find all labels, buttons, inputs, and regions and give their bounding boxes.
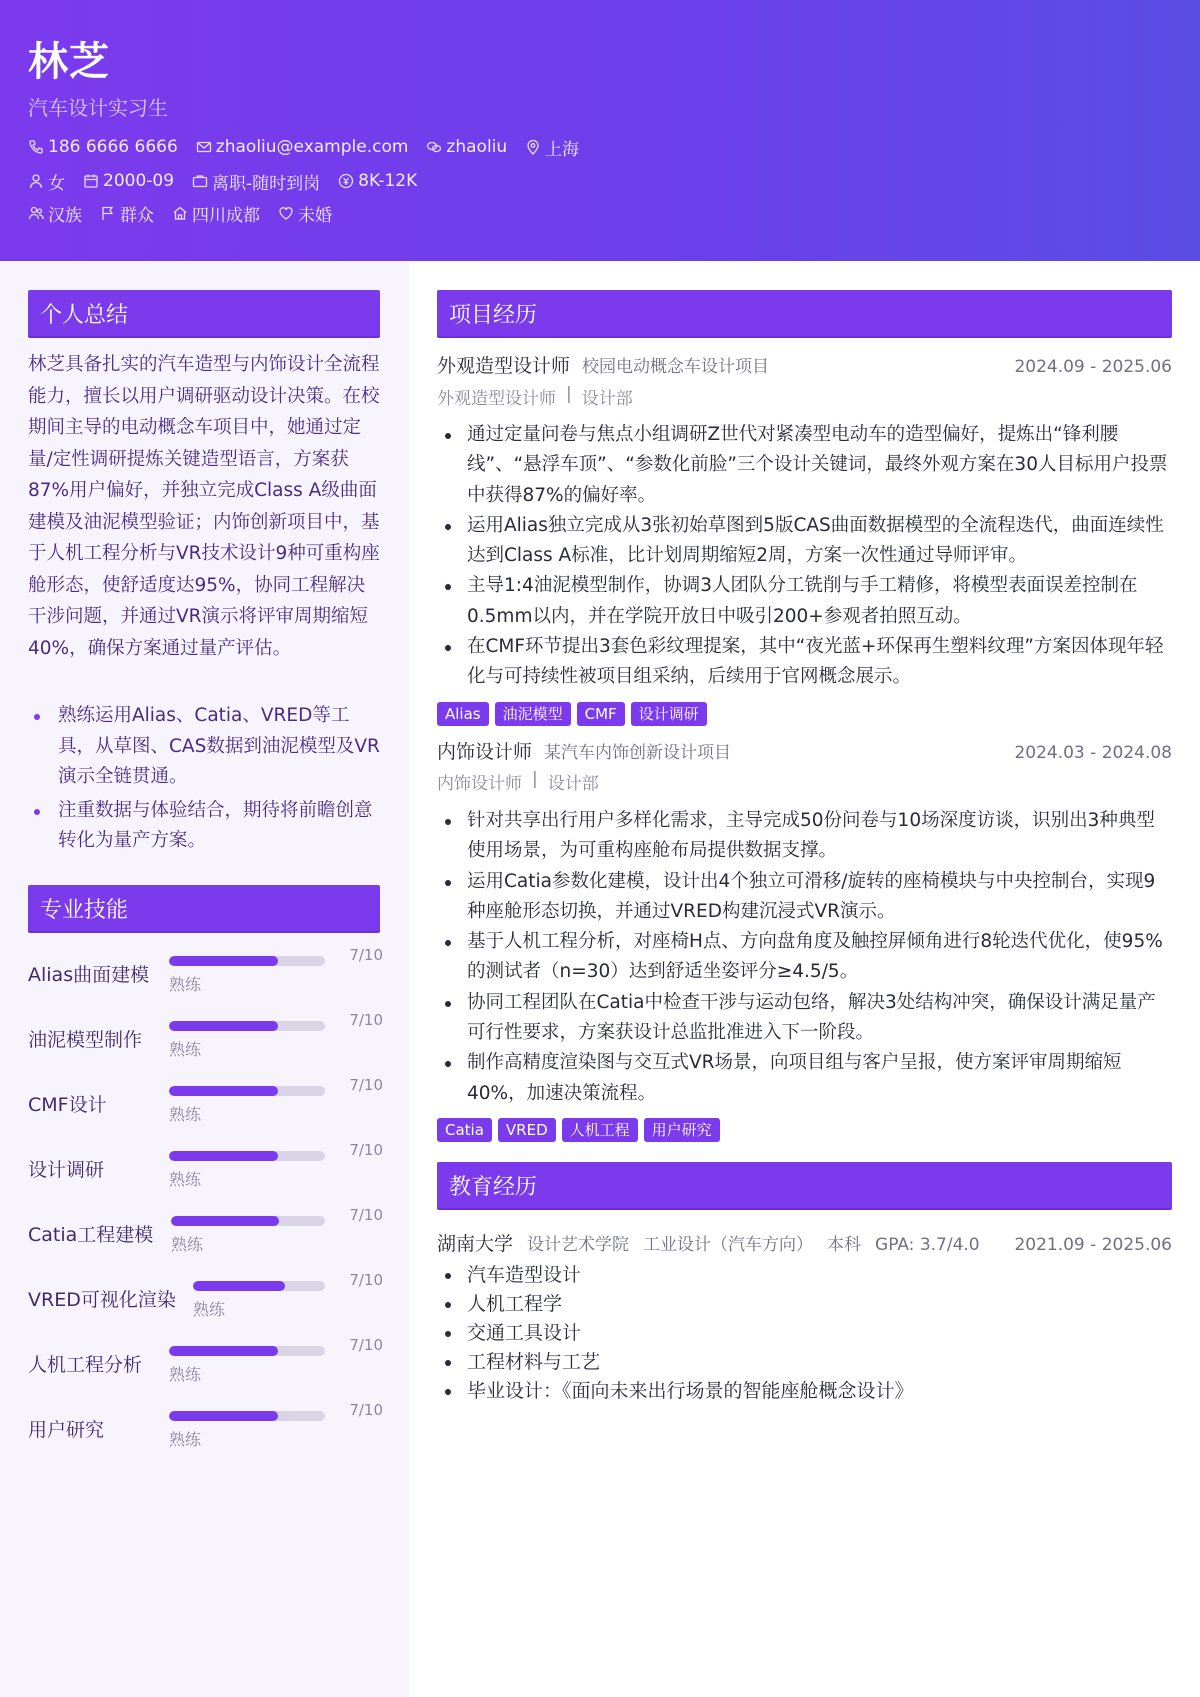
status-item xyxy=(192,169,320,194)
wechat-icon xyxy=(426,139,442,155)
email-item xyxy=(196,137,409,157)
briefcase-icon xyxy=(192,173,208,189)
background-row xyxy=(28,200,332,226)
skill-progress-fill xyxy=(169,1021,278,1031)
heart-icon xyxy=(278,205,294,221)
summary-text: 林芝具备扎实的汽车造型与内饰设计全流程能力，擅长以用户调研驱动设计决策。在校期间主导的电动概念车项目中，她通过定量/定性调研提炼关键造型语言，方案获87%用户偏好，并独立完成Class A级曲面建模及油泥模型验证；内饰创新项目中，基于人机工程分析与VR技术设计9种可重构座舱形态，使舒适度达95%，协同工程解决干涉问题，并通过VR演示将评审周期缩短40%，确保方案通过量产评估。 xyxy=(28,354,380,659)
skill-level: 熟练 xyxy=(169,975,202,994)
contact-row xyxy=(28,134,579,160)
gender-text: 女 xyxy=(48,173,65,194)
course-item: 工程材料与工艺 xyxy=(437,1348,1172,1377)
skill-name: 用户研究 xyxy=(28,1419,105,1441)
project-meta-role: 外观造型设计师 xyxy=(437,389,556,409)
skill-name: Alias曲面建模 xyxy=(28,964,150,986)
mail-icon xyxy=(196,139,212,155)
project-bullet: 通过定量问卷与焦点小组调研Z世代对紧凑型电动车的造型偏好，提炼出“锋利腰线”、“悬浮车顶”、“参数化前脸”三个设计关键词，最终外观方案在30人目标用户投票中获得87%的偏好率。 xyxy=(437,420,1172,511)
flag-icon xyxy=(100,205,116,221)
skill-progress-fill xyxy=(169,1086,278,1096)
course-item: 汽车造型设计 xyxy=(437,1261,1172,1290)
project-meta-dept: 设计部 xyxy=(547,774,599,794)
project-name: 某汽车内饰创新设计项目 xyxy=(544,743,732,763)
skill-level: 熟练 xyxy=(171,1235,204,1254)
major-name: 工业设计（汽车方向） xyxy=(643,1235,814,1255)
hometown-item xyxy=(172,201,260,226)
skill-level: 熟练 xyxy=(193,1300,226,1319)
ethnicity-text: 汉族 xyxy=(48,205,82,226)
skill-progress-bar xyxy=(169,1151,325,1161)
summary-section-title: 个人总结 xyxy=(28,290,380,338)
phone-item xyxy=(28,137,178,157)
course-item: 毕业设计：《面向未来出行场景的智能座舱概念设计》 xyxy=(437,1377,1172,1406)
skill-score: 7/10 xyxy=(349,1076,383,1094)
project-bullet: 协同工程团队在Catia中检查干涉与运动包络，解决3处结构冲突，确保设计满足量产可行性要求，方案获设计总监批准进入下一阶段。 xyxy=(437,988,1172,1049)
people-icon xyxy=(28,205,44,221)
location-item xyxy=(525,135,579,160)
skill-item xyxy=(28,1271,383,1329)
course-list xyxy=(437,1261,1172,1406)
ethnicity-item xyxy=(28,201,82,226)
education-section-title: 教育经历 xyxy=(437,1162,1172,1210)
skill-name: VRED可视化渲染 xyxy=(28,1289,176,1311)
project-date: 2024.09 - 2025.06 xyxy=(1014,357,1172,377)
project-bullets xyxy=(437,420,1172,693)
school-name: 湖南大学 xyxy=(437,1233,514,1255)
candidate-role: 汽车设计实习生 xyxy=(28,96,168,120)
money-icon xyxy=(338,173,354,189)
skill-progress-bar xyxy=(169,1086,325,1096)
skill-score: 7/10 xyxy=(349,1271,383,1289)
project-bullets xyxy=(437,806,1172,1109)
calendar-icon xyxy=(83,173,99,189)
summary-bullet: 注重数据与体验结合，期待将前瞻创意转化为量产方案。 xyxy=(28,796,383,857)
skill-tag: 油泥模型 xyxy=(495,702,571,726)
education-date: 2021.09 - 2025.06 xyxy=(1014,1235,1172,1255)
skill-item xyxy=(28,1141,383,1199)
personal-row xyxy=(28,168,417,194)
sidebar xyxy=(0,261,409,1697)
project-bullet: 运用Catia参数化建模，设计出4个独立可滑移/旋转的座椅模块与中央控制台，实现9种座舱形态切换，并通过VRED构建沉浸式VR演示。 xyxy=(437,867,1172,928)
project-role: 内饰设计师 xyxy=(437,741,533,763)
skill-name: 人机工程分析 xyxy=(28,1354,143,1376)
skill-tag: Catia xyxy=(437,1118,492,1142)
skill-tag: VRED xyxy=(498,1118,556,1142)
skill-item xyxy=(28,1076,383,1134)
course-item: 人机工程学 xyxy=(437,1290,1172,1319)
project-header xyxy=(437,737,1172,765)
skill-tag: CMF xyxy=(577,702,625,726)
projects-section-title: 项目经历 xyxy=(437,290,1172,338)
hometown-text: 四川成都 xyxy=(192,205,260,226)
candidate-name: 林芝 xyxy=(28,39,110,85)
project-role: 外观造型设计师 xyxy=(437,355,571,377)
project-bullet: 在CMF环节提出3套色彩纹理提案，其中“夜光蓝+环保再生塑料纹理”方案因体现年轻化与可持续性被项目组采纳，后续用于官网概念展示。 xyxy=(437,632,1172,693)
skill-progress-fill xyxy=(169,1411,278,1421)
skill-item xyxy=(28,1011,383,1069)
skill-score: 7/10 xyxy=(349,1206,383,1224)
project-meta xyxy=(437,384,633,409)
project-meta xyxy=(437,769,599,794)
wechat-text: zhaoliu xyxy=(446,137,508,157)
phone-text: 186 6666 6666 xyxy=(48,137,178,157)
skill-progress-bar xyxy=(169,956,325,966)
course-item: 交通工具设计 xyxy=(437,1319,1172,1348)
skill-score: 7/10 xyxy=(349,1141,383,1159)
skill-tag: Alias xyxy=(437,702,489,726)
skill-name: 设计调研 xyxy=(28,1159,105,1181)
project-bullet: 基于人机工程分析，对座椅H点、方向盘角度及触控屏倾角进行8轮迭代优化，使95%的测试者（n=30）达到舒适坐姿评分≥4.5/5。 xyxy=(437,927,1172,988)
skill-progress-bar xyxy=(169,1411,325,1421)
birth-text: 2000-09 xyxy=(103,171,175,191)
location-pin-icon xyxy=(525,139,541,155)
skill-name: Catia工程建模 xyxy=(28,1224,154,1246)
project-date: 2024.03 - 2024.08 xyxy=(1014,743,1172,763)
skill-level: 熟练 xyxy=(169,1105,202,1124)
main-column xyxy=(409,261,1200,1697)
project-tags xyxy=(437,1118,720,1142)
skill-tag: 人机工程 xyxy=(562,1118,638,1142)
gender-item xyxy=(28,169,65,194)
college-name: 设计艺术学院 xyxy=(527,1235,630,1255)
project-meta-dept: 设计部 xyxy=(581,389,633,409)
skill-score: 7/10 xyxy=(349,1336,383,1354)
skill-item xyxy=(28,1206,383,1264)
education-header xyxy=(437,1229,1172,1257)
skill-progress-fill xyxy=(193,1281,285,1291)
skill-level: 熟练 xyxy=(169,1170,202,1189)
skill-progress-fill xyxy=(171,1216,279,1226)
salary-item xyxy=(338,171,417,191)
skill-level: 熟练 xyxy=(169,1040,202,1059)
project-name: 校园电动概念车设计项目 xyxy=(582,357,770,377)
birth-item xyxy=(83,171,174,191)
person-icon xyxy=(28,173,44,189)
skill-progress-bar xyxy=(169,1021,325,1031)
project-bullet: 制作高精度渲染图与交互式VR场景，向项目组与客户呈报，使方案评审周期缩短40%，加速决策流程。 xyxy=(437,1048,1172,1109)
skill-progress-bar xyxy=(171,1216,325,1226)
skill-item xyxy=(28,1401,383,1459)
wechat-item xyxy=(426,137,507,157)
summary-bullet: 熟练运用Alias、Catia、VRED等工具，从草图、CAS数据到油泥模型及VR演示全链贯通。 xyxy=(28,701,383,793)
skill-name: CMF设计 xyxy=(28,1094,107,1116)
project-bullet: 针对共享出行用户多样化需求，主导完成50份问卷与10场深度访谈，识别出3种典型使用场景，为可重构座舱布局提供数据支撑。 xyxy=(437,806,1172,867)
skill-level: 熟练 xyxy=(169,1430,202,1449)
project-meta-separator: | xyxy=(566,384,572,404)
skill-level: 熟练 xyxy=(169,1365,202,1384)
summary-bullets xyxy=(28,701,383,860)
skill-score: 7/10 xyxy=(349,1011,383,1029)
salary-text: 8K-12K xyxy=(358,171,418,191)
skills-section-title: 专业技能 xyxy=(28,885,380,933)
gpa: GPA: 3.7/4.0 xyxy=(875,1235,980,1255)
project-header xyxy=(437,351,1172,379)
degree: 本科 xyxy=(827,1235,862,1255)
status-text: 离职-随时到岗 xyxy=(212,173,321,194)
skill-progress-bar xyxy=(193,1281,325,1291)
skill-progress-bar xyxy=(169,1346,325,1356)
email-text: zhaoliu@example.com xyxy=(215,137,409,157)
project-bullet: 主导1:4油泥模型制作，协调3人团队分工铣削与手工精修，将模型表面误差控制在0.5mm以内，并在学院开放日中吸引200+参观者拍照互动。 xyxy=(437,571,1172,632)
politics-item xyxy=(100,201,154,226)
politics-text: 群众 xyxy=(120,205,154,226)
skill-tag: 设计调研 xyxy=(631,702,707,726)
skill-item xyxy=(28,946,383,1004)
skill-item xyxy=(28,1336,383,1394)
skill-progress-fill xyxy=(169,956,278,966)
phone-icon xyxy=(28,139,44,155)
project-bullet: 运用Alias独立完成从3张初始草图到5版CAS曲面数据模型的全流程迭代，曲面连续性达到Class A标准，比计划周期缩短2周，方案一次性通过导师评审。 xyxy=(437,511,1172,572)
skill-tag: 用户研究 xyxy=(644,1118,720,1142)
skill-progress-fill xyxy=(169,1151,278,1161)
skill-score: 7/10 xyxy=(349,946,383,964)
project-meta-separator: | xyxy=(532,769,538,789)
marital-text: 未婚 xyxy=(298,205,332,226)
skill-name: 油泥模型制作 xyxy=(28,1029,143,1051)
marital-item xyxy=(278,201,332,226)
home-icon xyxy=(172,205,188,221)
skill-score: 7/10 xyxy=(349,1401,383,1419)
resume-header xyxy=(0,0,1200,261)
project-tags xyxy=(437,702,707,726)
location-text: 上海 xyxy=(545,139,580,160)
skill-progress-fill xyxy=(169,1346,278,1356)
project-meta-role: 内饰设计师 xyxy=(437,774,522,794)
